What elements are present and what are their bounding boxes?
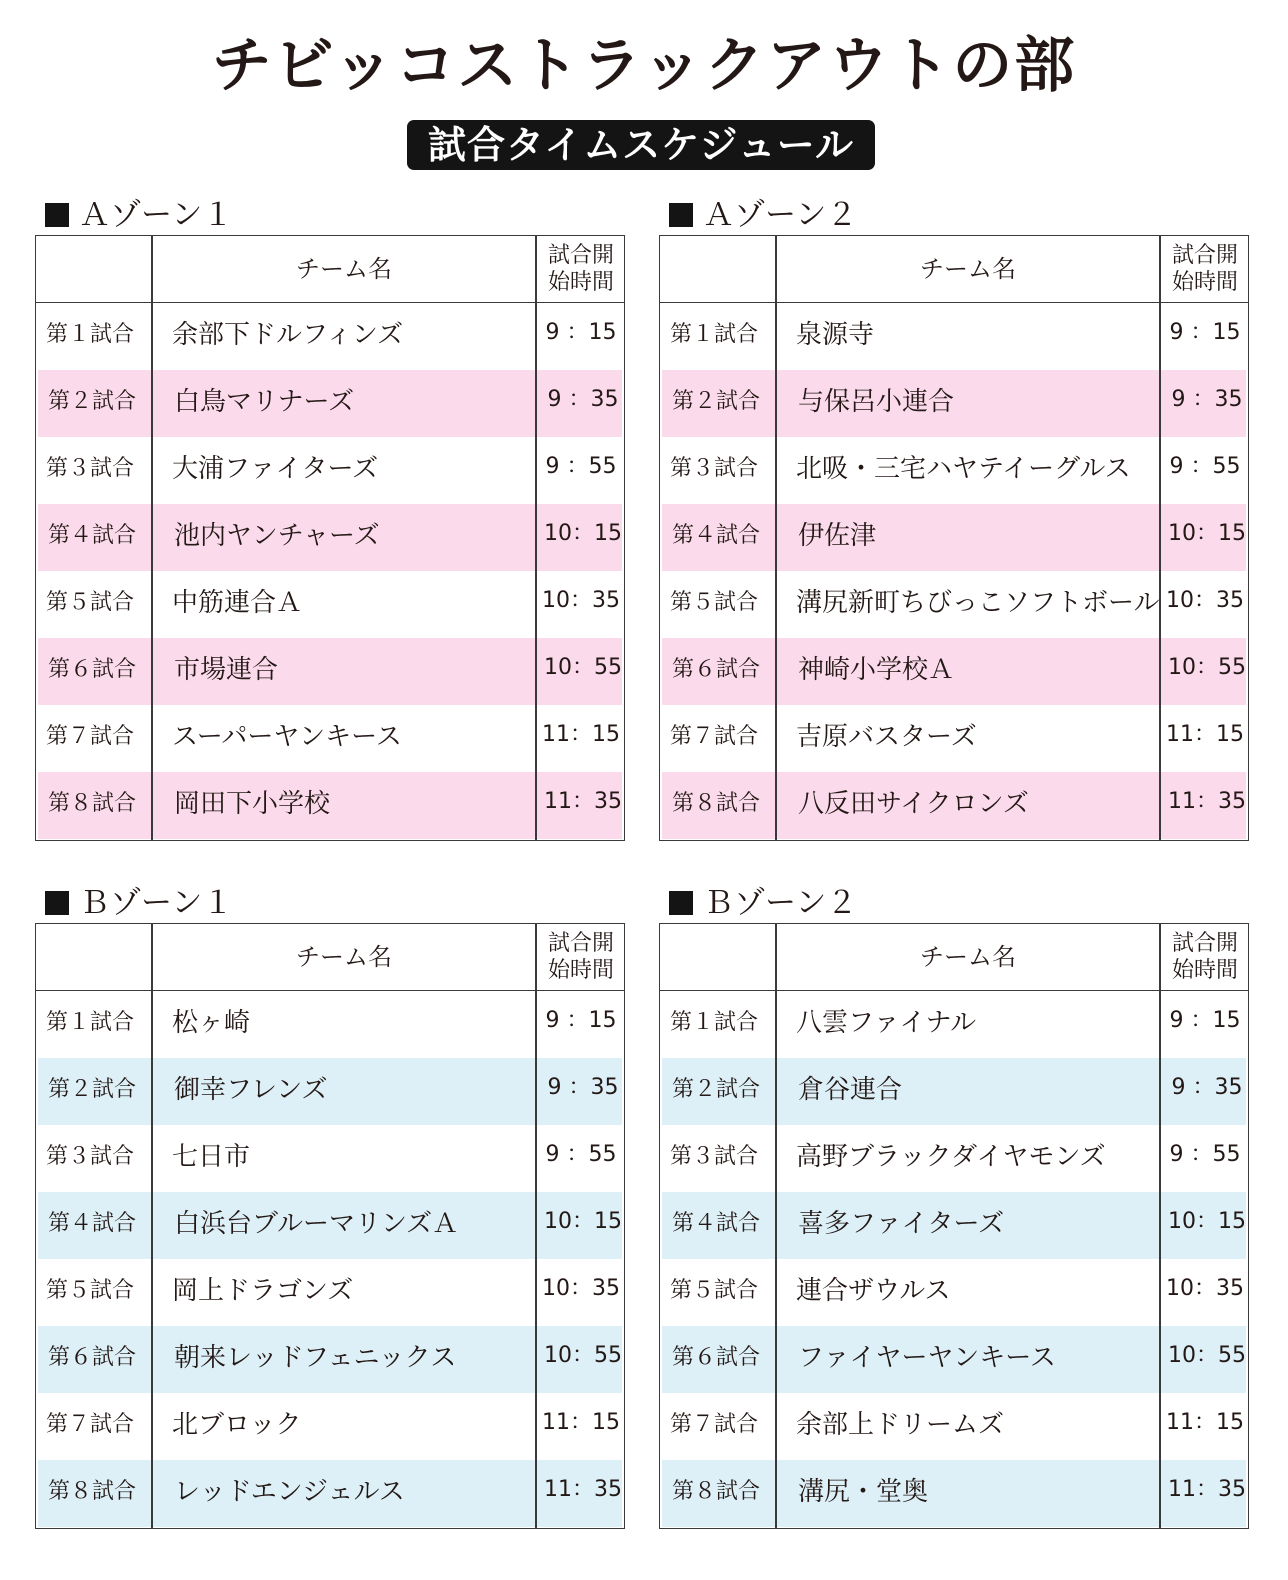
team-name: 神崎小学校Ａ	[798, 655, 955, 685]
header-team-name: チーム名	[296, 255, 392, 283]
team-name: 八雲ファイナル	[796, 1008, 977, 1038]
start-time: 9 ：55	[1169, 1142, 1241, 1167]
game-number: 第７試合	[46, 724, 135, 749]
game-number: 第３試合	[670, 456, 759, 481]
square-bullet-icon	[45, 203, 69, 227]
team-name: 市場連合	[174, 655, 279, 685]
team-name: 白鳥マリナーズ	[174, 387, 355, 417]
zone-heading	[669, 883, 857, 923]
header-start-time	[1160, 242, 1249, 296]
game-number: 第４試合	[672, 1211, 761, 1236]
team-name: スーパーヤンキース	[172, 722, 402, 752]
game-number: 第１試合	[670, 322, 759, 347]
game-number: 第７試合	[46, 1412, 135, 1437]
start-time: 10：15	[1168, 521, 1246, 546]
header-start-time-line1: 試合開	[547, 243, 614, 268]
start-time: 9 ：35	[1171, 387, 1243, 412]
schedule-table	[659, 235, 1249, 841]
team-name: 岡上ドラゴンズ	[172, 1276, 354, 1306]
header-team-name: チーム名	[296, 943, 392, 971]
start-time: 9 ：55	[545, 454, 617, 479]
game-number: 第８試合	[48, 1479, 137, 1504]
start-time: 10：55	[544, 1343, 622, 1368]
game-number: 第５試合	[670, 1278, 759, 1303]
start-time: 9 ：55	[545, 1142, 617, 1167]
start-time: 10：35	[1166, 1276, 1244, 1301]
start-time: 11：35	[1168, 1477, 1246, 1502]
start-time: 10：15	[1168, 1209, 1246, 1234]
column-divider	[775, 236, 777, 840]
start-time: 10：35	[1166, 588, 1244, 613]
column-divider	[775, 924, 777, 1528]
team-name: 池内ヤンチャーズ	[174, 521, 380, 551]
team-name: 伊佐津	[798, 521, 877, 551]
start-time: 10：55	[1168, 1343, 1246, 1368]
game-number: 第４試合	[48, 523, 137, 548]
start-time: 10：55	[1168, 655, 1246, 680]
team-name: 溝尻・堂奥	[798, 1477, 929, 1507]
team-name: 泉源寺	[796, 320, 875, 350]
team-name: 高野ブラックダイヤモンズ	[796, 1142, 1106, 1172]
team-name: 北ブロック	[172, 1410, 302, 1440]
start-time: 10：15	[544, 1209, 622, 1234]
game-number: 第６試合	[672, 1345, 761, 1370]
header-start-time-line2: 始時間	[1171, 958, 1238, 983]
team-name: 御幸フレンズ	[174, 1075, 328, 1105]
start-time: 11：15	[1166, 722, 1244, 747]
game-number: 第１試合	[670, 1010, 759, 1035]
start-time: 9 ：35	[1171, 1075, 1243, 1100]
team-name: 北吸・三宅ハヤテイーグルス	[796, 454, 1131, 484]
start-time: 11：35	[544, 789, 622, 814]
game-number: 第２試合	[672, 1077, 761, 1102]
game-number: 第２試合	[48, 1077, 137, 1102]
start-time: 9 ：15	[1169, 320, 1241, 345]
column-divider	[535, 924, 537, 1528]
game-number: 第１試合	[46, 322, 135, 347]
zone-heading	[45, 883, 233, 923]
start-time: 11：35	[1168, 789, 1246, 814]
team-name: 与保呂小連合	[798, 387, 955, 417]
zone-name: Ｂゾーン１	[79, 885, 234, 921]
start-time: 9 ：15	[545, 1008, 617, 1033]
header-team-name: チーム名	[920, 943, 1016, 971]
square-bullet-icon	[669, 203, 693, 227]
game-number: 第３試合	[670, 1144, 759, 1169]
team-name: 七日市	[172, 1142, 251, 1172]
game-number: 第４試合	[672, 523, 761, 548]
start-time: 10：55	[544, 655, 622, 680]
header-start-time-line1: 試合開	[1171, 243, 1238, 268]
header-start-time-line1: 試合開	[1171, 931, 1238, 956]
team-name: 余部下ドルフィンズ	[172, 320, 404, 350]
team-name: 松ヶ崎	[172, 1008, 251, 1038]
team-name: 岡田下小学校	[174, 789, 331, 819]
zone-name: Ａゾーン２	[703, 197, 858, 233]
game-number: 第５試合	[46, 1278, 135, 1303]
header-start-time	[1160, 930, 1249, 984]
team-name: 溝尻新町ちびっこソフトボール	[796, 588, 1160, 618]
game-number: 第２試合	[48, 389, 137, 414]
header-start-time-line2: 始時間	[547, 958, 614, 983]
header-team-name: チーム名	[920, 255, 1016, 283]
zone-heading	[45, 195, 233, 235]
game-number: 第７試合	[670, 724, 759, 749]
game-number: 第６試合	[48, 1345, 137, 1370]
schedule-table	[659, 923, 1249, 1529]
start-time: 11：15	[1166, 1410, 1244, 1435]
schedule-table	[35, 235, 625, 841]
team-name: 倉谷連合	[798, 1075, 903, 1105]
start-time: 11：15	[542, 722, 620, 747]
header-start-time-line2: 始時間	[547, 270, 614, 295]
header-start-time	[536, 930, 625, 984]
start-time: 11：35	[544, 1477, 622, 1502]
column-divider	[535, 236, 537, 840]
column-divider	[151, 236, 153, 840]
game-number: 第１試合	[46, 1010, 135, 1035]
team-name: 連合ザウルス	[796, 1276, 951, 1306]
start-time: 9 ：35	[547, 1075, 619, 1100]
start-time: 9 ：15	[1169, 1008, 1241, 1033]
start-time: 9 ：35	[547, 387, 619, 412]
square-bullet-icon	[45, 891, 69, 915]
team-name: 余部上ドリームズ	[796, 1410, 1005, 1440]
team-name: 八反田サイクロンズ	[798, 789, 1029, 819]
team-name: 大浦ファイターズ	[172, 454, 379, 484]
team-name: ファイヤーヤンキース	[798, 1343, 1056, 1373]
zone-heading	[669, 195, 857, 235]
zone-name: Ｂゾーン２	[703, 885, 858, 921]
game-number: 第６試合	[48, 657, 137, 682]
start-time: 9 ：55	[1169, 454, 1241, 479]
team-name: 吉原バスターズ	[796, 722, 977, 752]
start-time: 10：35	[542, 588, 620, 613]
game-number: 第６試合	[672, 657, 761, 682]
zone-name: Ａゾーン１	[79, 197, 234, 233]
game-number: 第８試合	[48, 791, 137, 816]
game-number: 第４試合	[48, 1211, 137, 1236]
game-number: 第８試合	[672, 1479, 761, 1504]
game-number: 第５試合	[46, 590, 135, 615]
team-name: 白浜台ブルーマリンズＡ	[174, 1209, 459, 1239]
column-divider	[1159, 924, 1161, 1528]
game-number: 第５試合	[670, 590, 759, 615]
game-number: 第８試合	[672, 791, 761, 816]
game-number: 第７試合	[670, 1412, 759, 1437]
start-time: 9 ：15	[545, 320, 617, 345]
team-name: 喜多ファイターズ	[798, 1209, 1005, 1239]
header-start-time-line2: 始時間	[1171, 270, 1238, 295]
page-subtitle: 試合タイムスケジュール	[407, 120, 875, 170]
start-time: 11：15	[542, 1410, 620, 1435]
game-number: 第２試合	[672, 389, 761, 414]
column-divider	[151, 924, 153, 1528]
header-start-time	[536, 242, 625, 296]
game-number: 第３試合	[46, 456, 135, 481]
square-bullet-icon	[669, 891, 693, 915]
header-start-time-line1: 試合開	[547, 931, 614, 956]
page-title: チビッコストラックアウトの部	[211, 31, 1077, 101]
schedule-table	[35, 923, 625, 1529]
start-time: 10：15	[544, 521, 622, 546]
team-name: レッドエンジェルス	[174, 1477, 405, 1507]
column-divider	[1159, 236, 1161, 840]
start-time: 10：35	[542, 1276, 620, 1301]
team-name: 朝来レッドフェニックス	[174, 1343, 457, 1373]
team-name: 中筋連合Ａ	[172, 588, 303, 618]
game-number: 第３試合	[46, 1144, 135, 1169]
